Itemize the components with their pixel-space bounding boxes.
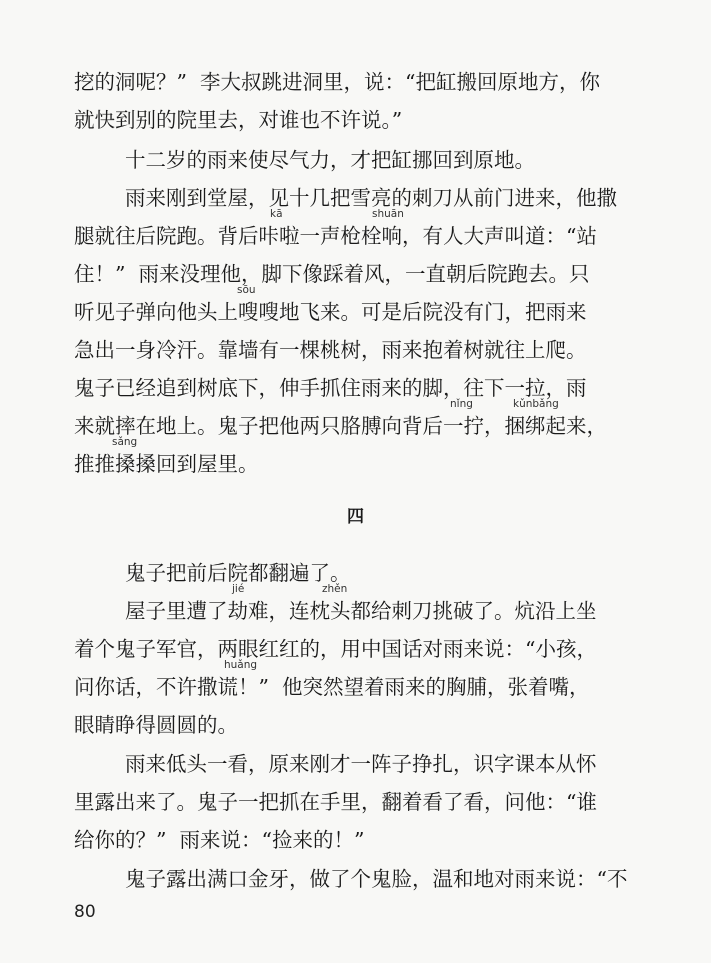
pinyin-annotation: nǐng bbox=[450, 398, 473, 410]
text-line: 鬼子把前后院都翻遍了。 bbox=[125, 561, 351, 585]
text-line: 问你话，不许撒谎！” 他突然望着雨来的胸脯，张着嘴， bbox=[74, 675, 590, 699]
pinyin-annotation: sōu bbox=[237, 284, 256, 296]
pinyin-annotation: huǎng bbox=[224, 659, 258, 671]
pinyin-annotation: kǔnbǎng bbox=[513, 398, 559, 410]
text-line: 听见子弹向他头上嗖嗖地飞来。可是后院没有门，把雨来 bbox=[74, 300, 587, 324]
text-line: 腿就往后院跑。背后咔啦一声枪栓响，有人大声叫道：“站 bbox=[74, 224, 597, 248]
text-line: 雨来低头一看，原来刚才一阵子挣扎，识字课本从怀 bbox=[125, 752, 597, 776]
text-line: 十二岁的雨来使尽气力，才把缸挪回到原地。 bbox=[125, 148, 535, 172]
pinyin-annotation: shuān bbox=[372, 208, 404, 220]
text-line: 推推搡搡回到屋里。 bbox=[74, 452, 259, 476]
text-line: 来就摔在地上。鬼子把他两只胳膊向背后一拧，捆绑起来， bbox=[74, 414, 607, 438]
text-line: 给你的？” 雨来说：“捡来的！” bbox=[74, 828, 365, 852]
pinyin-annotation: jié bbox=[232, 583, 245, 595]
text-line: 鬼子已经追到树底下，伸手抓住雨来的脚，往下一拉，雨 bbox=[74, 376, 587, 400]
text-line: 雨来刚到堂屋，见十几把雪亮的刺刀从前门进来，他撒 bbox=[125, 186, 617, 210]
pinyin-annotation: sǎng bbox=[112, 436, 138, 448]
text-line: 鬼子露出满口金牙，做了个鬼脸，温和地对雨来说：“不 bbox=[125, 867, 628, 891]
text-line: 里露出来了。鬼子一把抓在手里，翻着看了看，问他：“谁 bbox=[74, 790, 597, 814]
text-line: 眼睛睁得圆圆的。 bbox=[74, 713, 238, 737]
text-line: 屋子里遭了劫难，连枕头都给刺刀挑破了。炕沿上坐 bbox=[125, 599, 597, 623]
pinyin-annotation: kā bbox=[270, 208, 283, 220]
text-line: 着个鬼子军官，两眼红红的，用中国话对雨来说：“小孩， bbox=[74, 637, 597, 661]
pinyin-annotation: zhěn bbox=[322, 583, 348, 595]
text-line: 急出一身冷汗。靠墙有一棵桃树，雨来抱着树就往上爬。 bbox=[74, 338, 587, 362]
text-line: 就快到别的院里去，对谁也不许说。” bbox=[74, 108, 403, 132]
text-line: 挖的洞呢？” 李大叔跳进洞里，说：“把缸搬回原地方，你 bbox=[74, 70, 600, 94]
text-line: 住！” 雨来没理他，脚下像踩着风，一直朝后院跑去。只 bbox=[74, 262, 590, 286]
page-number: 80 bbox=[74, 902, 96, 922]
section-marker: 四 bbox=[347, 507, 364, 527]
